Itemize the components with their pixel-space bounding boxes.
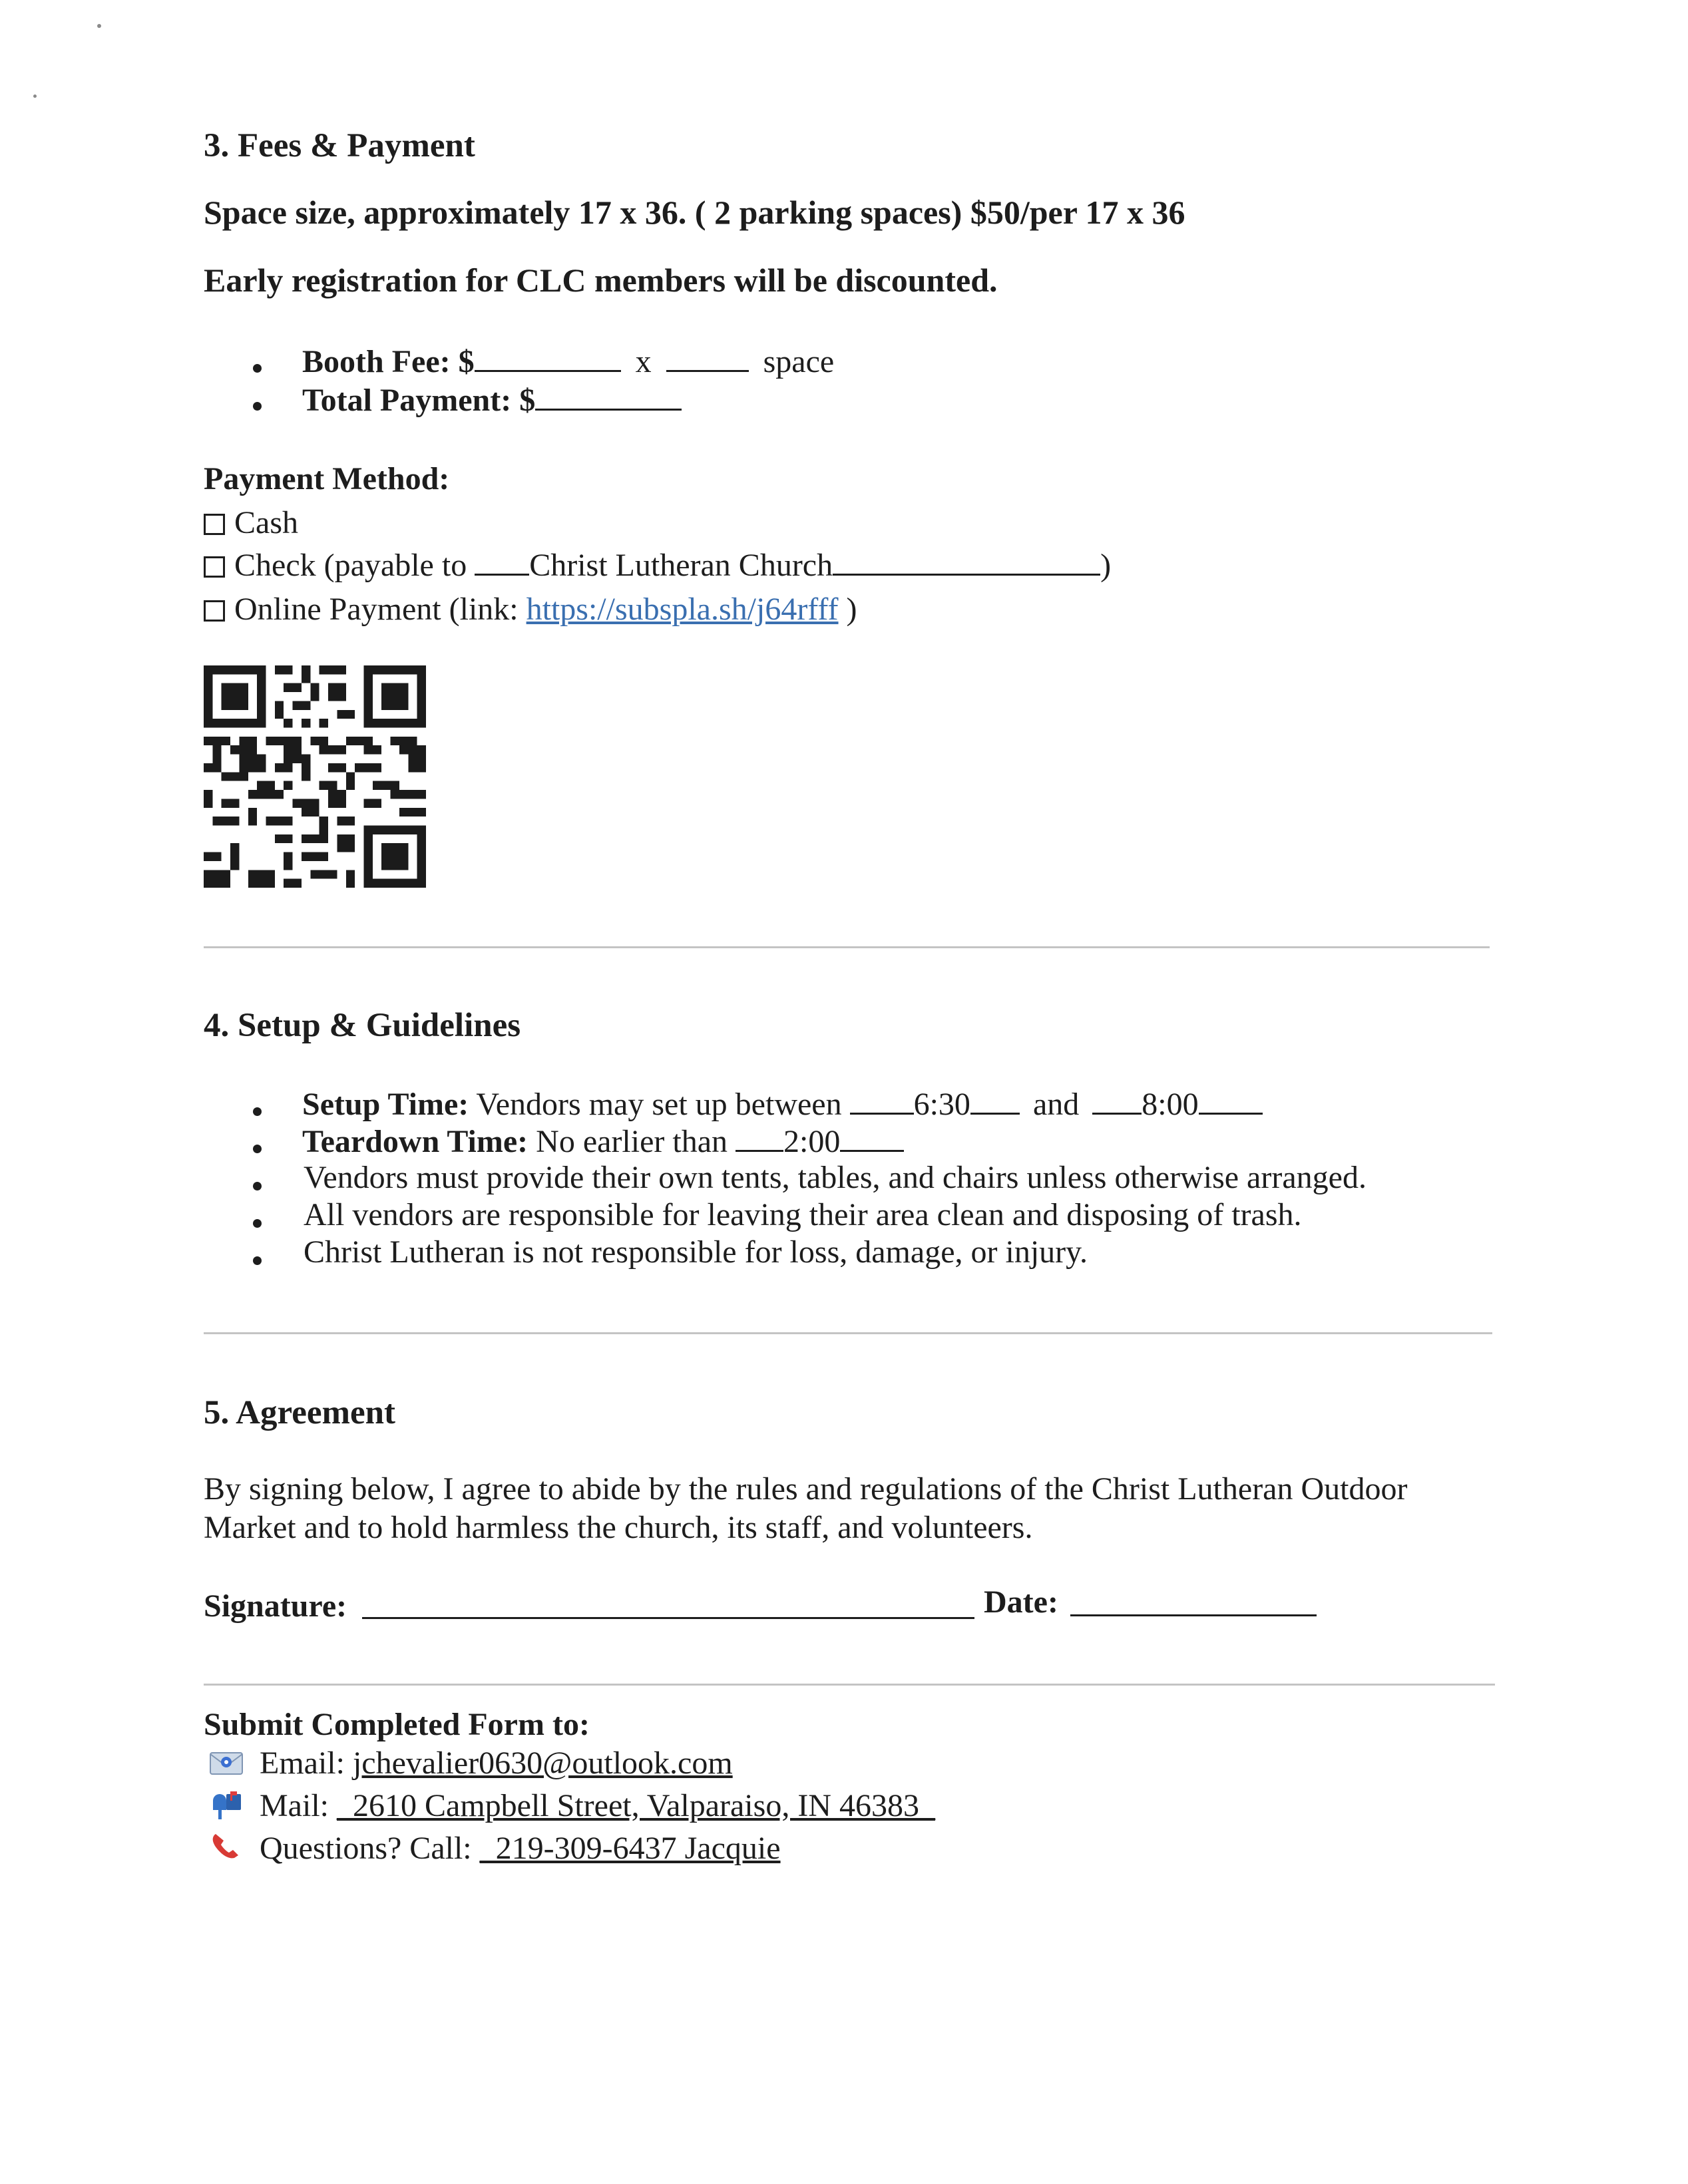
check-payee: Christ Lutheran Church bbox=[529, 548, 833, 583]
setup-time-line bbox=[302, 1086, 1263, 1123]
booth-fee-amount-blank[interactable] bbox=[475, 345, 621, 372]
signature-label: Signature: bbox=[204, 1588, 347, 1624]
teardown-time-label: Teardown Time: bbox=[302, 1124, 528, 1159]
blank bbox=[970, 1087, 1020, 1115]
blank bbox=[1092, 1087, 1142, 1115]
total-payment-line bbox=[302, 382, 682, 419]
check-label: Check (payable to bbox=[234, 548, 475, 583]
section-divider bbox=[204, 1332, 1492, 1334]
email-line bbox=[260, 1745, 733, 1781]
teardown-time-text: No earlier than bbox=[528, 1124, 736, 1159]
total-payment-label: Total Payment: $ bbox=[302, 383, 536, 418]
online-label: Online Payment (link: bbox=[234, 592, 527, 627]
teardown-time-line bbox=[302, 1123, 904, 1160]
booth-fee-line bbox=[302, 343, 834, 380]
guideline-item: Vendors must provide their own tents, tables, and chairs unless otherwise arranged. bbox=[304, 1160, 1367, 1195]
blank bbox=[736, 1125, 783, 1152]
section-divider bbox=[204, 1684, 1495, 1686]
space-count-blank[interactable] bbox=[666, 345, 749, 372]
cash-option[interactable] bbox=[204, 504, 298, 541]
scan-speck bbox=[33, 94, 37, 98]
date-label: Date: bbox=[984, 1584, 1058, 1620]
online-payment-link[interactable]: https://subspla.sh/j64rfff bbox=[526, 592, 839, 627]
qr-code-image[interactable] bbox=[204, 665, 426, 888]
blank bbox=[1199, 1087, 1263, 1115]
scan-speck bbox=[97, 24, 101, 28]
call-line bbox=[260, 1830, 781, 1867]
bullet bbox=[253, 402, 262, 411]
email-label: Email: bbox=[260, 1745, 353, 1781]
bullet bbox=[253, 364, 262, 373]
space-size-text: Space size, approximately 17 x 36. ( 2 parking spaces) $50/per 17 x 36 bbox=[204, 194, 1185, 231]
check-option[interactable] bbox=[204, 547, 1111, 584]
setup-time-label: Setup Time: bbox=[302, 1087, 469, 1122]
online-option[interactable] bbox=[204, 591, 857, 628]
mail-line bbox=[260, 1787, 935, 1824]
mailing-address: _2610 Campbell Street, Valparaiso, IN 46383_ bbox=[337, 1788, 935, 1823]
guideline-item: Christ Lutheran is not responsible for loss, damage, or injury. bbox=[304, 1234, 1088, 1270]
online-checkbox[interactable] bbox=[204, 600, 225, 622]
setup-time-text: Vendors may set up between bbox=[469, 1087, 850, 1122]
call-label: Questions? Call: bbox=[260, 1831, 480, 1866]
mailbox-icon bbox=[210, 1790, 245, 1819]
check-checkbox[interactable] bbox=[204, 556, 225, 578]
and-word: and bbox=[1032, 1087, 1080, 1122]
cash-label: Cash bbox=[234, 505, 298, 540]
online-suffix: ) bbox=[838, 592, 857, 627]
fees-heading: 3. Fees & Payment bbox=[204, 127, 475, 164]
bullet bbox=[253, 1219, 262, 1228]
times-sign: x bbox=[635, 344, 652, 379]
blank bbox=[850, 1087, 914, 1115]
payment-method-label: Payment Method: bbox=[204, 461, 450, 496]
early-registration-text: Early registration for CLC members will be discounted. bbox=[204, 262, 998, 299]
bullet bbox=[253, 1107, 262, 1116]
setup-end-time[interactable]: 8:00 bbox=[1142, 1087, 1199, 1122]
bullet bbox=[253, 1145, 262, 1153]
agreement-text-line-1: By signing below, I agree to abide by the rules and regulations of the Christ Lutheran Outdoor bbox=[204, 1471, 1408, 1507]
phone-number[interactable]: _219-309-6437 Jacquie bbox=[479, 1831, 781, 1866]
email-envelope-icon bbox=[209, 1749, 244, 1778]
email-address[interactable]: jchevalier0630@outlook.com bbox=[352, 1745, 733, 1781]
guideline-item: All vendors are responsible for leaving their area clean and disposing of trash. bbox=[304, 1197, 1302, 1232]
setup-heading: 4. Setup & Guidelines bbox=[204, 1007, 521, 1044]
date-line[interactable] bbox=[1070, 1614, 1317, 1616]
phone-icon bbox=[210, 1831, 245, 1861]
teardown-time[interactable]: 2:00 bbox=[783, 1124, 841, 1159]
blank bbox=[840, 1125, 904, 1152]
submit-heading: Submit Completed Form to: bbox=[204, 1707, 590, 1742]
cash-checkbox[interactable] bbox=[204, 514, 225, 535]
signature-line[interactable] bbox=[362, 1617, 974, 1619]
check-blank-trail bbox=[833, 548, 1100, 576]
agreement-heading: 5. Agreement bbox=[204, 1394, 395, 1431]
total-payment-blank[interactable] bbox=[535, 383, 682, 411]
bullet bbox=[253, 1256, 262, 1265]
space-word: space bbox=[763, 344, 835, 379]
setup-start-time[interactable]: 6:30 bbox=[913, 1087, 970, 1122]
check-suffix: ) bbox=[1100, 548, 1112, 583]
mail-label: Mail: bbox=[260, 1788, 337, 1823]
check-blank-lead bbox=[475, 548, 529, 576]
booth-fee-label: Booth Fee: $ bbox=[302, 344, 475, 379]
section-divider bbox=[204, 946, 1490, 948]
bullet bbox=[253, 1182, 262, 1190]
agreement-text-line-2: Market and to hold harmless the church, its staff, and volunteers. bbox=[204, 1510, 1033, 1545]
